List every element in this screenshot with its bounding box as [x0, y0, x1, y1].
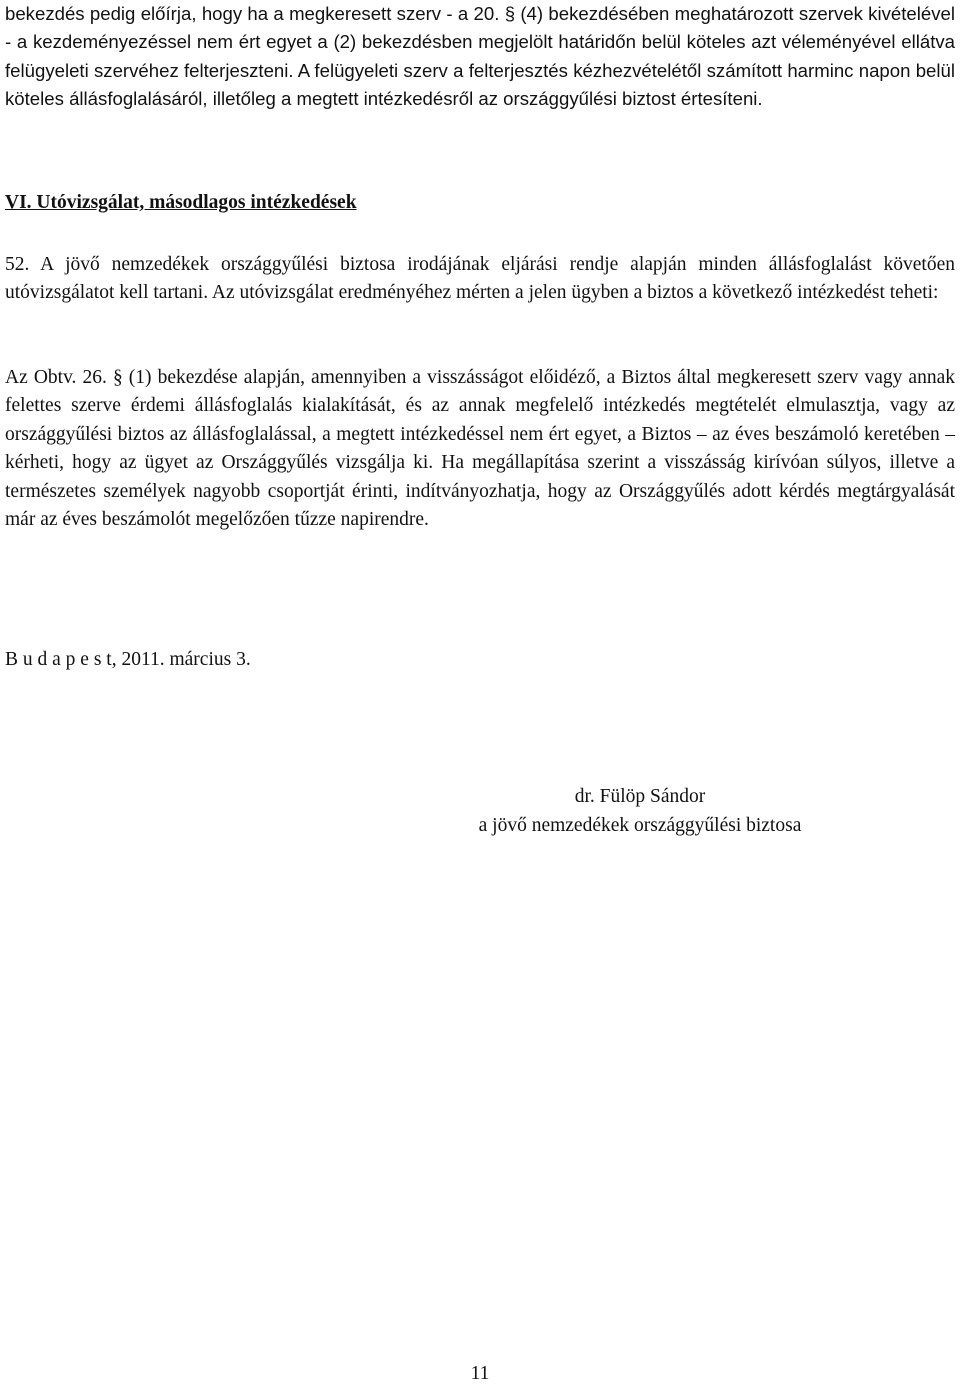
page-number: 11: [470, 1363, 490, 1384]
paragraph-forwarding-rule: bekezdés pedig előírja, hogy ha a megkeresett szerv - a 20. § (4) bekezdésében meghatározott szervek kivételével - a kezdeményezéssel nem ért egyet a (2) bekezdésben megjelölt határidőn belül köteles azt véleményével ellátva felügyeleti szervéhez felterjeszteni. A felügyeleti szerv a felterjesztés kézhezvételétől számított harminc napon belül köteles állásfoglalásáról, illetőleg a megtett intézkedésről az országgyűlési biztost értesíteni.: [5, 3, 955, 110]
signatory-title: a jövő nemzedékek országgyűlési biztosa: [478, 814, 802, 836]
section-heading: VI. Utóvizsgálat, másodlagos intézkedések: [5, 192, 357, 213]
paragraph-follow-up: 52. A jövő nemzedékek országgyűlési biztosa irodájának eljárási rendje alapján minden állásfoglalást követően utóvizsgálatot kell tartani. Az utóvizsgálat eredményéhez mérten a jelen ügyben a biztos a következő intézkedést teheti:: [5, 254, 955, 304]
signatory-name: dr. Fülöp Sándor: [574, 786, 706, 807]
paragraph-obtv-26: Az Obtv. 26. § (1) bekezdése alapján, amennyiben a visszásságot előidéző, a Biztos által megkeresett szerv vagy annak felettes szerve érdemi állásfoglalás kialakítását, és az annak megfelelő intézkedés megtételét elmulasztja, vagy az országgyűlési biztos az állásfoglalással, a megtett intézkedéssel nem ért egyet, a Biztos – az éves beszámoló keretében – kérheti, hogy az ügyet az Országgyűlés vizsgálja ki. Ha megállapítása szerint a visszásság kirívóan súlyos, illetve a természetes személyek nagyobb csoportját érinti, indítványozhatja, hogy az Országgyűlés adott kérdés megtárgyalását már az éves beszámolót megelőzően tűzze napirendre.: [5, 367, 955, 531]
place-and-date: B u d a p e s t, 2011. március 3.: [5, 649, 251, 670]
signature-block: [435, 783, 845, 840]
